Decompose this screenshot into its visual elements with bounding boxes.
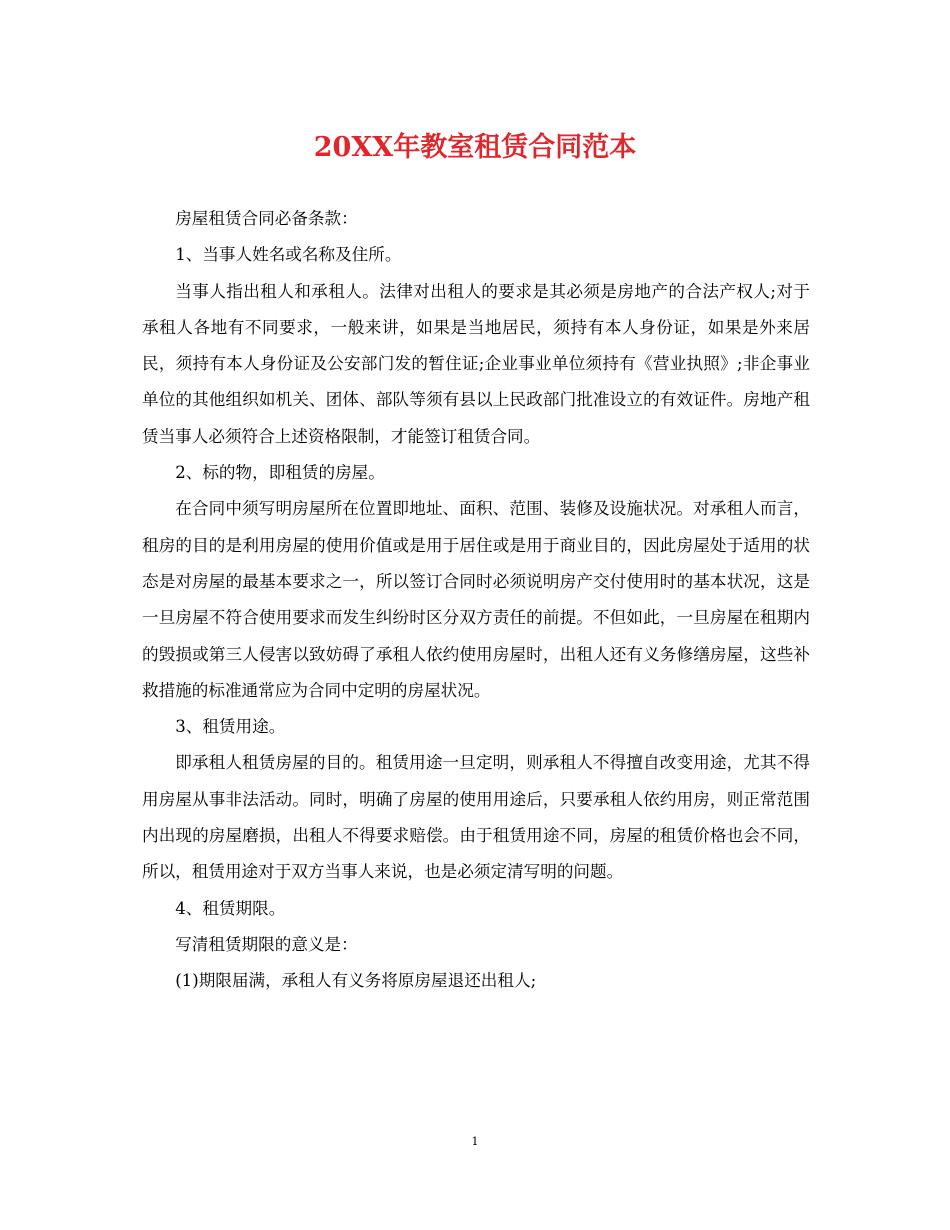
- paragraph: 即承租人租赁房屋的目的。租赁用途一旦定明，则承租人不得擅自改变用途，尤其不得用房屋从事非法活动。同时，明确了房屋的使用用途后，只要承租人依约用房，则正常范围内出现的房屋磨损，出租人不得要求赔偿。由于租赁用途不同，房屋的租赁价格也会不同，所以，租赁用途对于双方当事人来说，也是必须定清写明的问题。: [142, 753, 810, 882]
- paragraph: 写清租赁期限的意义是：: [175, 934, 358, 954]
- paragraph: (1)期限届满，承租人有义务将原房屋退还出租人;: [175, 971, 537, 991]
- document-title: 20XX年教室租赁合同范本: [313, 132, 637, 163]
- paragraph: 3、租赁用途。: [175, 717, 286, 737]
- document-body: [142, 201, 810, 1000]
- paragraph: 1、当事人姓名或名称及住所。: [175, 245, 402, 265]
- paragraph: 当事人指出租人和承租人。法律对出租人的要求是其必须是房地产的合法产权人;对于承租人各地有不同要求，一般来讲，如果是当地居民，须持有本人身份证，如果是外来居民，须持有本人身份证及公安部门发的暂住证;企业事业单位须持有《营业执照》;非企事业单位的其他组织如机关、团体、部队等须有县以上民政部门批准设立的有效证件。房地产租赁当事人必须符合上述资格限制，才能签订租赁合同。: [142, 281, 810, 446]
- page-number: 1: [471, 1135, 479, 1148]
- paragraph: 4、租赁期限。: [175, 898, 286, 918]
- paragraph: 在合同中须写明房屋所在位置即地址、面积、范围、装修及设施状况。对承租人而言，租房的目的是利用房屋的使用价值或是用于居住或是用于商业目的，因此房屋处于适用的状态是对房屋的最基本要求之一，所以签订合同时必须说明房产交付使用时的基本状况，这是一旦房屋不符合使用要求而发生纠纷时区分双方责任的前提。不但如此，一旦房屋在租期内的毁损或第三人侵害以致妨碍了承租人依约使用房屋时，出租人还有义务修缮房屋，这些补救措施的标准通常应为合同中定明的房屋状况。: [142, 499, 810, 700]
- paragraph: 2、标的物，即租赁的房屋。: [175, 463, 385, 483]
- paragraph: 房屋租赁合同必备条款：: [175, 209, 358, 228]
